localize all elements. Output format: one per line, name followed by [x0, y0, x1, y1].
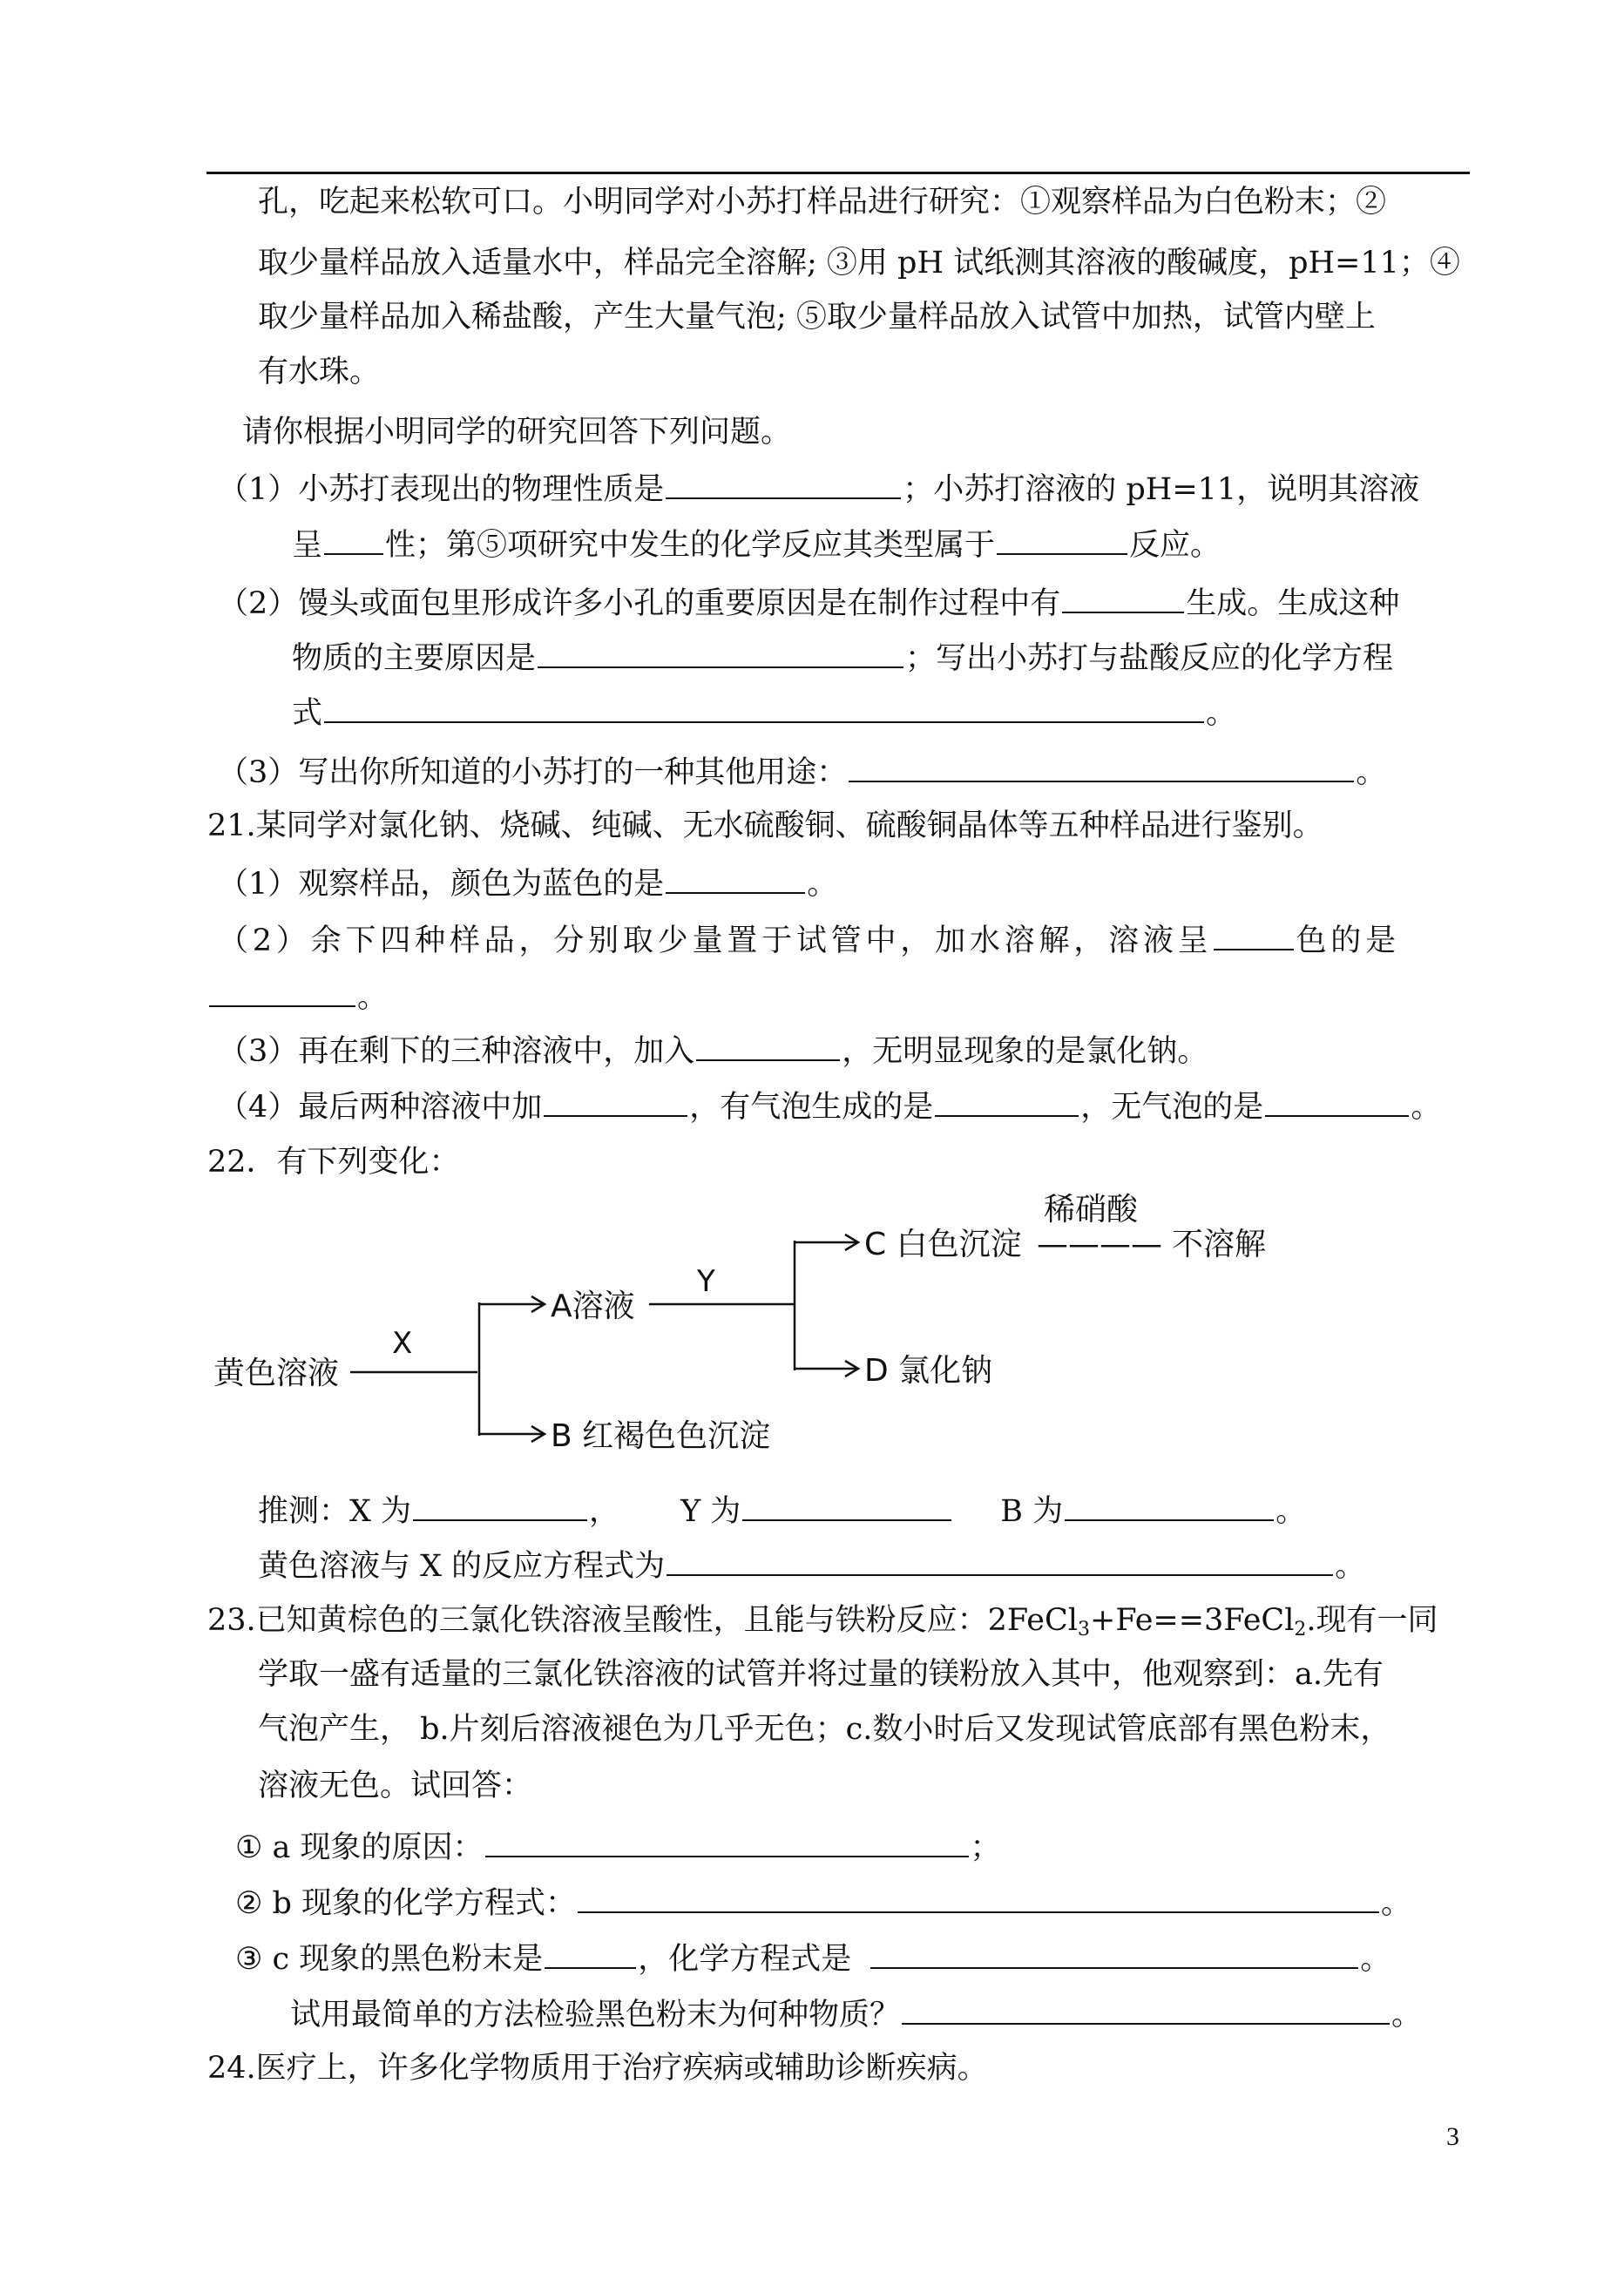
q21-stem: 21.某同学对氯化钠、烧碱、纯碱、无水硫酸铜、硫酸铜晶体等五种样品进行鉴别。: [207, 808, 1323, 843]
q20-part2-line3: 式 。: [292, 692, 1236, 733]
intro-line-2: 取少量样品放入适量水中，样品完全溶解; ③用 pH 试纸测其溶液的酸碱度，pH=11；④: [258, 246, 1460, 281]
q23-stem-line1: 23.已知黄棕色的三氯化铁溶液呈酸性，且能与铁粉反应：2FeCl$_3$+Fe==3FeCl$_2$.现有一同: [207, 1603, 1438, 1640]
intro-line-1: 孔，吃起来松软可口。小明同学对小苏打样品进行研究：①观察样品为白色粉末；②: [258, 185, 1387, 220]
q21-part2: （2）余下四种样品，分别取少量置于试管中，加水溶解，溶液呈 色的是: [218, 919, 1400, 960]
diagram-node-b: B 红褐色色沉淀: [551, 1418, 771, 1454]
q23-part4: 试用最简单的方法检验黑色粉末为何种物质？ 。: [290, 1993, 1422, 2034]
q24-stem: 24.医疗上，许多化学物质用于治疗疾病或辅助诊断疾病。: [207, 2051, 988, 2086]
diagram-start: 黄色溶液: [213, 1356, 340, 1391]
intro-line-4: 有水珠。: [258, 355, 381, 389]
q23-part2: ② b 现象的化学方程式： 。: [235, 1882, 1411, 1923]
diagram-dash: ————: [1037, 1227, 1162, 1262]
q23-part3: ③ c 现象的黑色粉末是 ，化学方程式是 。: [235, 1938, 1391, 1978]
q22-inference: 推测：X 为 ， Y 为 B 为 。: [258, 1490, 1306, 1531]
intro-line-3: 取少量样品加入稀盐酸，产生大量气泡; ⑤取少量样品放入试管中加热，试管内壁上: [258, 300, 1376, 335]
answer-blank[interactable]: [413, 1490, 587, 1521]
q21-part3: （3）再在剩下的三种溶液中，加入 ，无明显现象的是氯化钠。: [218, 1030, 1208, 1071]
answer-blank[interactable]: [1065, 1490, 1274, 1521]
q23-stem-line4: 溶液无色。试回答：: [258, 1769, 533, 1803]
page-number: 3: [1446, 2122, 1459, 2151]
q23-stem-line3: 气泡产生， b.片刻后溶液褪色为几乎无色；c.数小时后又发现试管底部有黑色粉末，: [258, 1712, 1391, 1747]
answer-blank[interactable]: [667, 1545, 1333, 1576]
q20-part3: （3）写出你所知道的小苏打的一种其他用途： 。: [218, 751, 1386, 792]
diagram-node-a: A溶液: [551, 1289, 635, 1324]
q20-part2-line1: （2）馒头或面包里形成许多小孔的重要原因是在制作过程中有 生成。生成这种: [218, 582, 1399, 623]
q22-equation: 黄色溶液与 X 的反应方程式为 。: [258, 1545, 1365, 1586]
q22-stem: 22．有下列变化：: [207, 1145, 460, 1180]
q23-stem-line2: 学取一盛有适量的三氯化铁溶液的试管并将过量的镁粉放入其中，他观察到：a.先有: [258, 1657, 1384, 1692]
q20-part1-line2: 呈 性；第⑤项研究中发生的化学反应其类型属于 反应。: [292, 524, 1221, 565]
answer-blank[interactable]: [578, 1882, 1379, 1913]
answer-blank[interactable]: [545, 1938, 636, 1969]
q20-part2-line2: 物质的主要原因是 ；写出小苏打与盐酸反应的化学方程: [292, 637, 1393, 678]
q21-part4: （4）最后两种溶液中加 ，有气泡生成的是 ，无气泡的是 。: [218, 1086, 1441, 1126]
intro-prompt: 请你根据小明同学的研究回答下列问题。: [242, 415, 792, 450]
diagram-label-x: X: [392, 1326, 413, 1361]
diagram-node-c: C 白色沉淀: [864, 1227, 1022, 1262]
q21-part2-cont: 。: [209, 976, 388, 1017]
answer-blank[interactable]: [870, 1938, 1358, 1969]
q20-part1-line1: （1）小苏打表现出的物理性质是 ；小苏打溶液的 pH=11，说明其溶液: [218, 468, 1419, 509]
diagram-acid-label: 稀硝酸: [1044, 1192, 1139, 1228]
answer-blank[interactable]: [485, 1826, 969, 1857]
diagram-insoluble: 不溶解: [1172, 1227, 1267, 1262]
q21-part1: （1）观察样品，颜色为蓝色的是 。: [218, 862, 837, 903]
answer-blank[interactable]: [902, 1993, 1390, 2025]
diagram-label-y: Y: [697, 1264, 715, 1299]
answer-blank[interactable]: [742, 1490, 951, 1521]
diagram-node-d: D 氯化钠: [864, 1353, 993, 1389]
q23-part1: ① a 现象的原因： ；: [235, 1826, 1001, 1867]
